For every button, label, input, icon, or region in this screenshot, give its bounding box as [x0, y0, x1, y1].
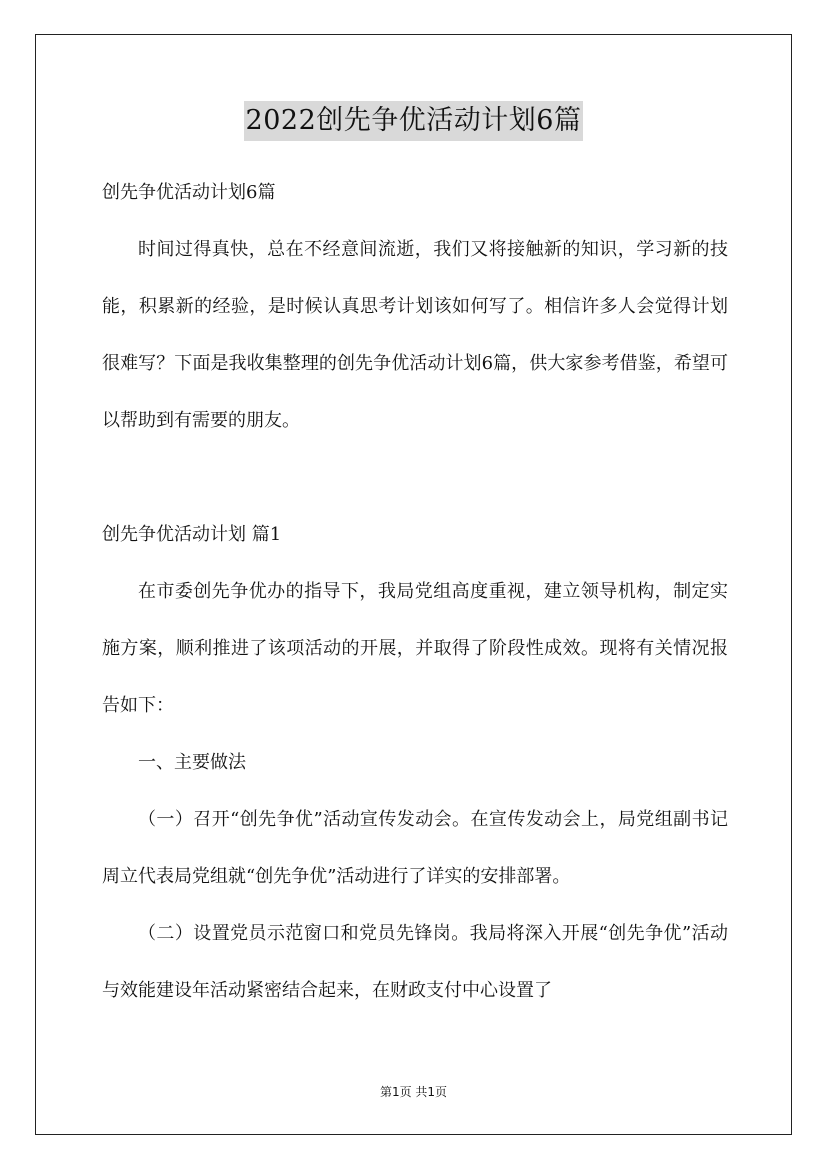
title-container: [0, 101, 827, 141]
intro-paragraph: 时间过得真快，总在不经意间流逝，我们又将接触新的知识，学习新的技能，积累新的经验，是时候认真思考计划该如何写了。相信许多人会觉得计划很难写？下面是我收集整理的创先争优活动计划6篇，供大家参考借鉴，希望可以帮助到有需要的朋友。: [102, 239, 728, 431]
subsection-heading: 一、主要做法: [138, 752, 246, 773]
body-paragraph: （一）召开“创先争优”活动宣传发动会。在宣传发动会上，局党组副书记周立代表局党组就“创先争优”活动进行了详实的安排部署。: [102, 809, 728, 887]
section-heading: 创先争优活动计划 篇1: [102, 524, 282, 545]
document-subtitle: 创先争优活动计划6篇: [102, 182, 276, 203]
document-body: [102, 164, 728, 1019]
body-paragraph: 在市委创先争优办的指导下，我局党组高度重视，建立领导机构，制定实施方案，顺利推进了该项活动的开展，并取得了阶段性成效。现将有关情况报告如下：: [102, 581, 728, 716]
blank-line: [102, 449, 728, 506]
document-title: 2022创先争优活动计划6篇: [244, 101, 584, 141]
page-footer: 第1页 共1页: [379, 1085, 448, 1099]
body-paragraph: （二）设置党员示范窗口和党员先锋岗。我局将深入开展“创先争优”活动与效能建设年活动紧密结合起来，在财政支付中心设置了: [102, 923, 728, 1001]
